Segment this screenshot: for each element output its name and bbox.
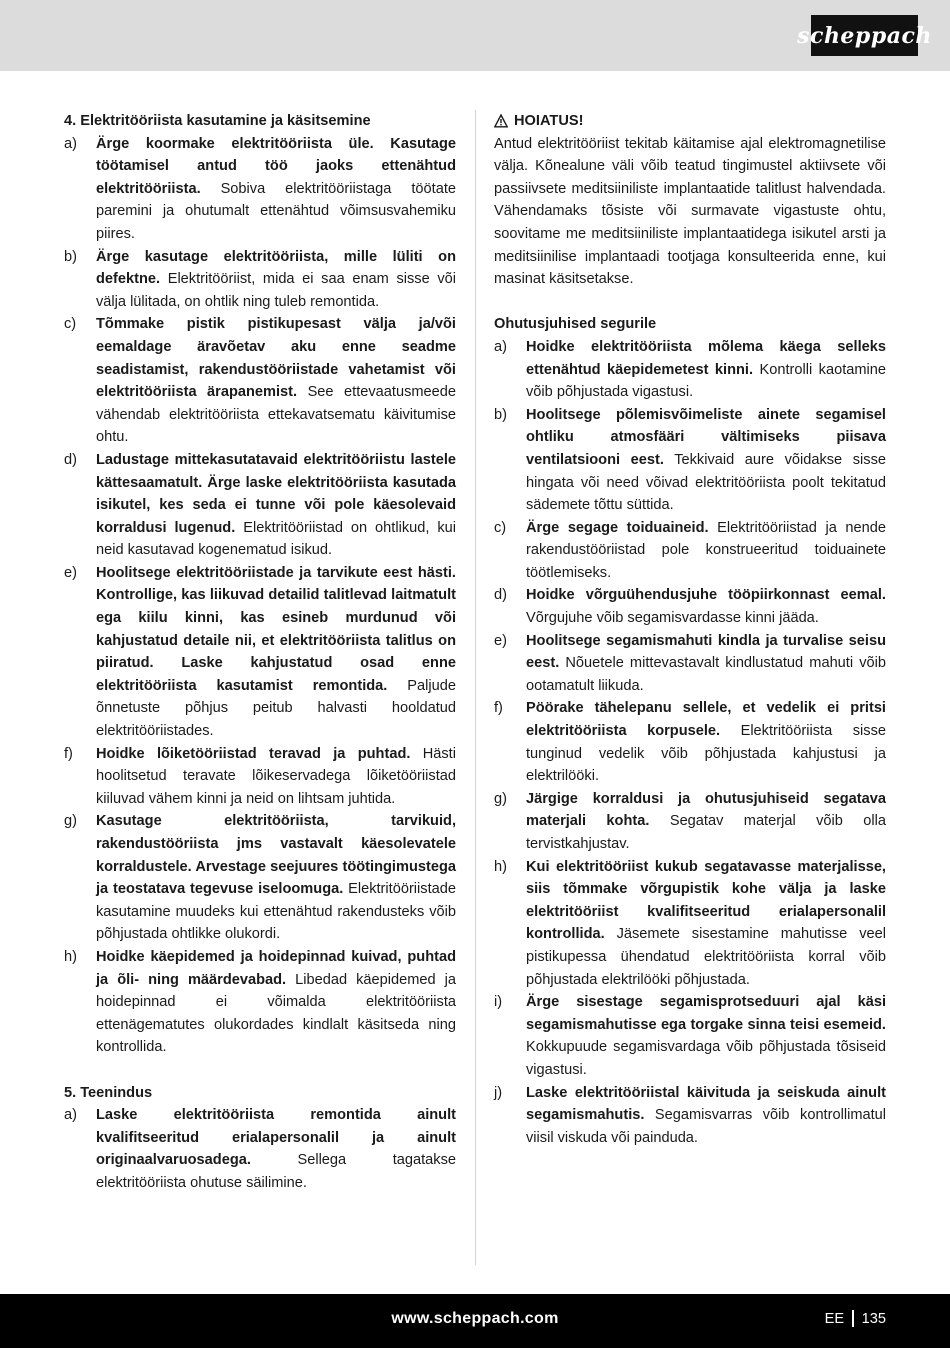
safety-list [494,336,886,1149]
warning-title: HOIATUS! [514,113,584,129]
item-bold-text: Ärge koormake elektritööriista üle. Kasutage töötamisel antud töö jaoks ettenähtud elektritööriista. [96,135,456,197]
list-item [494,336,886,404]
item-bold-text: Ärge sisestage segamisprotseduuri ajal käsi segamismahutisse ega torgake sinna teisi esemeid. [526,994,886,1033]
item-bold-text: Hoolitsege segamismahuti kindla ja turvalise seisu eest. [526,632,886,672]
left-column [64,110,456,1195]
item-text [526,584,886,629]
section-4-title: 4. Elektritööriista kasutamine ja käsitsemine [64,113,371,129]
item-letter: c) [64,316,77,333]
item-plain-text: Elektritööriistad on ohtlikud, kui neid kasutavad kogenematud isikud. [96,519,456,559]
language-code: EE [824,1310,845,1327]
logo-text: scheppach [797,22,932,49]
item-plain-text: Paljude õnnetuste põhjus peitub halvasti hooldatud elektritööriistades. [96,677,456,740]
warning-triangle-icon [494,114,508,128]
list-item [64,946,456,1059]
item-plain-text: Jäsemete sisestamine mahutisse veel pistikupessa ühendatud elektritööriista korral võib põhjustada elektrilööki põhjustada. [526,926,886,988]
page-number: 135 [861,1310,886,1327]
item-letter: g) [64,813,77,830]
item-bold-text: Hoidke elektritööriista mõlema käega selleks ettenähtud käepidemetest kinni. [526,338,886,378]
brand-logo [797,15,932,56]
item-letter: a) [64,1107,77,1124]
item-letter: c) [494,519,507,536]
item-letter: d) [494,587,507,604]
list-item [494,630,886,698]
website-link[interactable]: www.scheppach.com [391,1310,559,1327]
item-plain-text: Elektritööriistade kasutamine muudeks kui ettenähtud rakendusteks võib põhjustada ohtlikke olukordi. [96,881,456,943]
item-letter: g) [494,790,507,807]
item-text [526,1082,886,1150]
item-plain-text: See ettevaatusmeede vähendab elektritööriista ettekavatsematu käivitumise ohtu. [96,384,456,446]
item-text [96,1104,456,1194]
item-bold-text: Tõmmake pistik pistikupesast välja ja/või eemaldage äravõetav aku enne seadme seadistamist, rakendustööriistade vahetamist või elektritööriista ärapanemist. [96,316,456,401]
list-item [64,133,456,246]
item-plain-text: Võrgujuhe võib segamisvardasse kinni jääda. [526,610,819,627]
list-item [494,404,886,517]
item-plain-text: Elektritööriistad ja nende rakendustööriistad pole konstrueeritud toiduainete töötlemiseks. [526,519,886,581]
item-plain-text: Segatav materjal võib olla tervistkahjustav. [526,813,886,852]
footer-bar [0,1294,950,1348]
item-plain-text: Sobiva elektritööriistaga töötate paremini ja ohutumalt ettenähtud võimsusvahemiku piires. [96,180,456,242]
list-item [494,788,886,856]
item-bold-text: Järgige korraldusi ja ohutusjuhiseid segatava materjali kohta. [526,790,886,830]
item-bold-text: Ladustage mittekasutatavaid elektritööriistu lastele kättesaamatult. Ärge laske elektritööriista kasutada isikutel, kes seda ei tunne või pole käesolevaid korraldusi lugenud. [96,451,456,536]
item-letter: f) [494,700,503,717]
list-item [494,1082,886,1150]
safety-section-title: Ohutusjuhised segurile [494,316,657,333]
item-bold-text: Hoidke käepidemed ja hoidepinnad kuivad, puhtad ja õli- ning määrdevabad. [96,948,456,988]
item-text [526,336,886,404]
list-item [64,246,456,314]
item-letter: h) [494,858,507,875]
item-text [96,449,456,562]
list-item [494,856,886,992]
list-item [64,449,456,562]
list-item [494,991,886,1081]
item-letter: a) [64,135,77,152]
list-item [494,517,886,585]
item-bold-text: Hoolitsege põlemisvõimeliste ainete segamisel ohtliku atmosfääri vältimiseks piisava ventilatsiooni eest. [526,406,886,468]
item-plain-text: Sellega tagatakse elektritööriista ohutuse säilimine. [96,1152,456,1191]
item-bold-text: Ärge kasutage elektritööriista, mille lüliti on defektne. [96,248,456,288]
item-text [526,404,886,517]
item-plain-text: Kokkupuude segamisvardaga võib põhjustada tõsiseid vigastusi. [526,1039,886,1078]
item-letter: e) [64,564,77,581]
footer-separator [852,1310,854,1327]
item-letter: f) [64,745,73,762]
item-letter: a) [494,338,507,355]
item-bold-text: Laske elektritööriista remontida ainult kvalifitseeritud erialapersonalil ja ainult originaalvaruosadega. [96,1107,456,1169]
item-text [96,562,456,743]
item-bold-text: Laske elektritööriistal käivituda ja seiskuda ainult segamismahutis. [526,1084,886,1124]
section-5-list [64,1104,456,1194]
item-text [96,246,456,314]
item-letter: i) [494,994,503,1011]
section-5-title: 5. Teenindus [64,1084,153,1101]
header-bar [0,0,950,71]
list-item [64,743,456,811]
warning-text: Antud elektritööriist tekitab käitamise ajal elektromagnetilise välja. Kõnealune väli võib teatud tingimustel aktiivsete või passiivsete meditsiiniliste implantaatide talitlust halvendada. Vähendamaks tõsiste või surmavate vigastuste ohtu, soovitame me meditsiiniliste implantaatidega isikutel arsti ja meditsiinilise implantaadi tootjaga konsulteerida enne, kui masinat käsitsetakse. [494,135,886,288]
item-text [96,810,456,946]
column-divider [475,110,476,1265]
item-bold-text: Kui elektritööriist kukub segatavasse materjalisse, siis tõmmake võrgupistik kohe välja ja laske elektritööriist kvalifitseeritud erialapersonalil kontrollida. [526,858,886,943]
item-bold-text: Hoolitsege elektritööriistade ja tarvikute eest hästi. Kontrollige, kas liikuvad detailid talitlevad laitmatult ega kiilu kinni, kas esineb murdunud või kahjustatud detaile nii, et elektritööriista talitlus on piiratud. Laske kahjustatud osad enne elektritööriista kasutamist remontida. [96,564,456,694]
item-bold-text: Hoidke võrguühendusjuhe tööpiirkonnast eemal. [526,587,886,604]
item-letter: j) [494,1084,503,1101]
item-text [526,991,886,1081]
item-text [526,630,886,698]
item-plain-text: Segamisvarras võib kontrollimatul viisil viskuda või painduda. [526,1107,886,1146]
list-item [64,562,456,743]
right-column [494,110,886,1149]
item-letter: d) [64,451,77,468]
item-plain-text: Hästi hoolitsetud teravate lõikeservadega lõiketööriistad kiiluvad vähem kinni ja neid on lihtsam juhtida. [96,745,456,807]
section-4-list [64,133,456,1059]
list-item [494,697,886,787]
warning-heading [494,110,886,133]
item-text [96,133,456,246]
list-item [64,313,456,449]
list-item [64,810,456,946]
item-plain-text: Nõuetele mittevastavalt kindlustatud mahuti võib ootamatult liikuda. [526,655,886,694]
list-item [64,1104,456,1194]
item-text [526,517,886,585]
item-text [96,313,456,449]
list-item [494,584,886,629]
item-text [526,856,886,992]
item-text [526,697,886,787]
item-bold-text: Ärge segage toiduaineid. [526,519,709,536]
item-letter: b) [64,248,77,265]
item-letter: e) [494,632,507,649]
item-bold-text: Pöörake tähelepanu sellele, et vedelik ei pritsi elektritööriista korpusele. [526,700,886,740]
item-letter: b) [494,406,507,423]
item-text [526,788,886,856]
item-text [96,946,456,1059]
item-plain-text: Libedad käepidemed ja hoidepinnad ei võimalda elektritööriista ettenägematutes olukordades kindlalt käsitseda ning kontrollida. [96,971,456,1056]
item-text [96,743,456,811]
item-bold-text: Kasutage elektritööriista, tarvikuid, rakendustööriista jms vastavalt käesolevatele korraldustele. Arvestage seejuures töötingimustega ja teostatava tegevuse iseloomuga. [96,813,456,898]
item-plain-text: Kontrolli kaotamine võib põhjustada vigastusi. [526,361,886,401]
item-bold-text: Hoidke lõiketööriistad teravad ja puhtad. [96,745,411,762]
item-plain-text: Elektritööriista sisse tunginud vedelik võib põhjustada kahjustusi ja elektrilööki. [526,723,886,785]
item-plain-text: Tekkivaid aure võidakse sisse hingata või need võivad elektritööriista poolt tekitatud sädemete tõttu süttida. [526,451,886,514]
page-indicator [825,1310,886,1327]
item-letter: h) [64,948,77,965]
item-plain-text: Elektritööriist, mida ei saa enam sisse või välja lülitada, on ohtlik ning tuleb remontida. [96,271,456,310]
